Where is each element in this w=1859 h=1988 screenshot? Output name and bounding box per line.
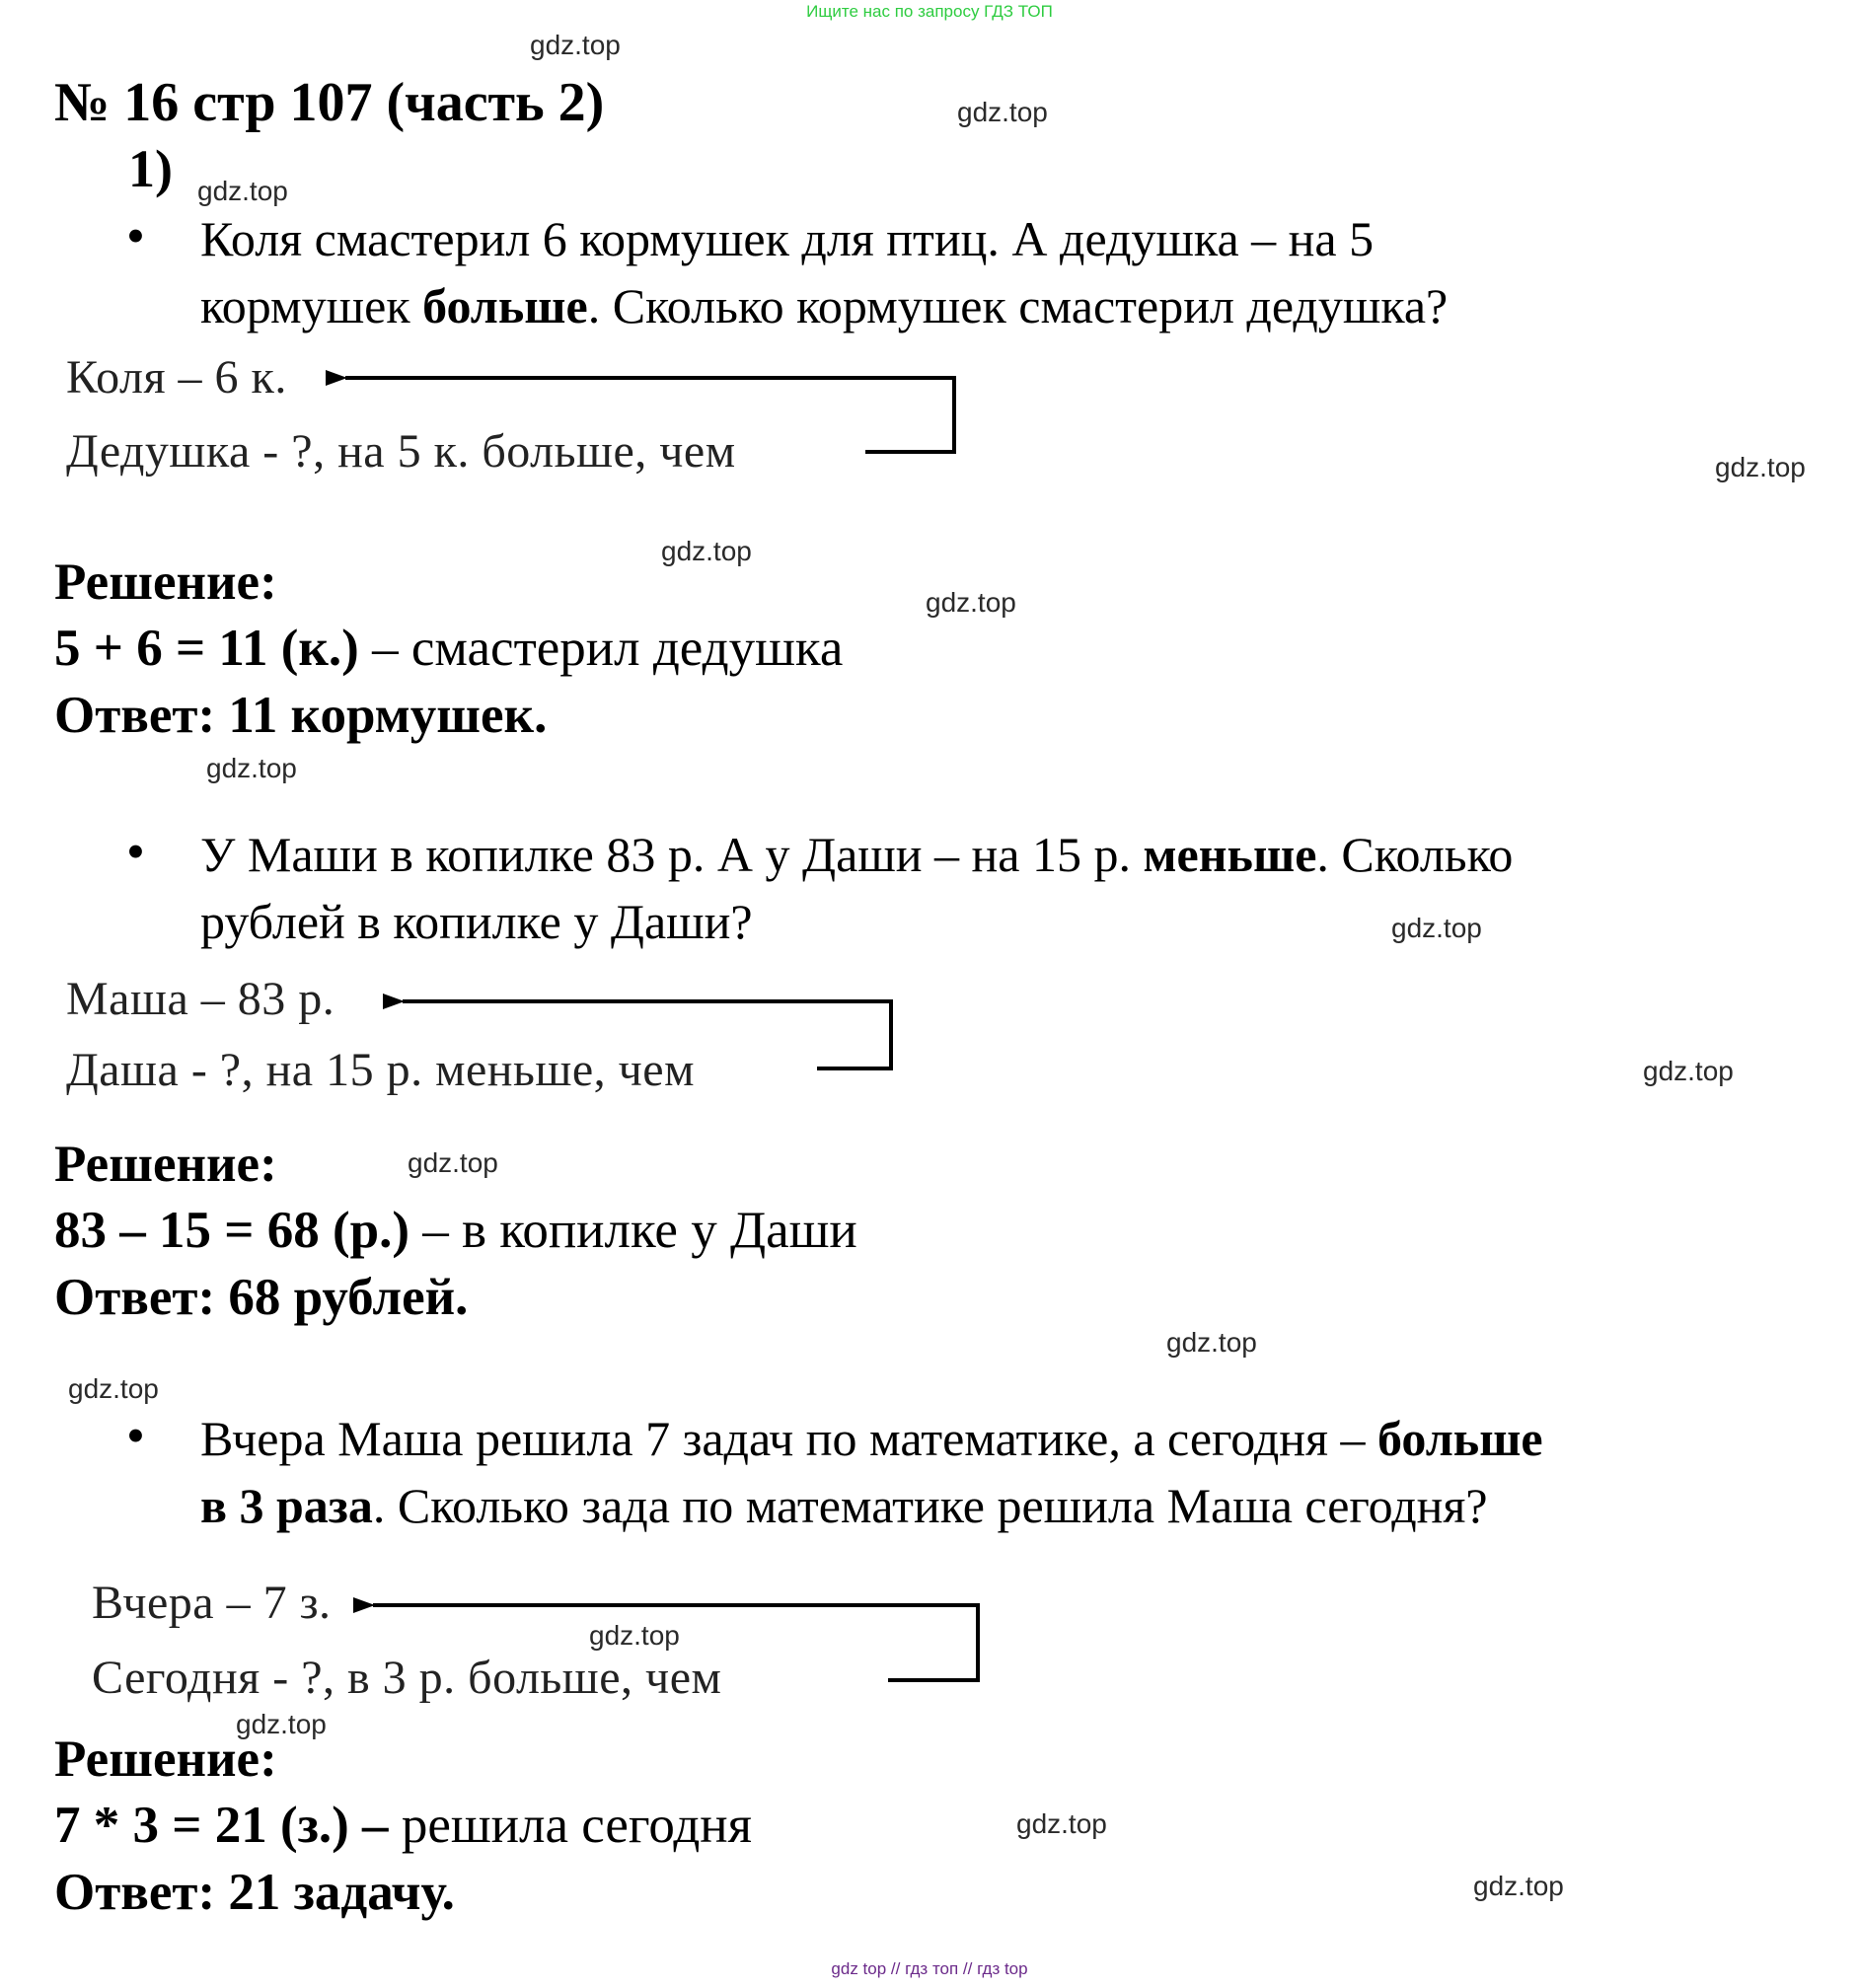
answer-2: Ответ: 68 рублей.	[54, 1269, 469, 1326]
watermark: gdz.top	[661, 536, 752, 566]
watermark: gdz.top	[589, 1620, 680, 1651]
watermark: gdz.top	[236, 1709, 327, 1739]
footer-links[interactable]: gdz top // гдз топ // гдз top	[831, 1959, 1028, 1978]
watermark: gdz.top	[206, 753, 297, 783]
watermark: gdz.top	[1643, 1056, 1734, 1086]
watermark: gdz.top	[530, 30, 621, 60]
watermark: gdz.top	[1715, 452, 1806, 482]
equation-1: 5 + 6 = 11 (к.) – смастерил дедушка	[54, 620, 844, 677]
bullet-icon: •	[126, 206, 145, 265]
part-number: 1)	[128, 139, 173, 198]
answer-3: Ответ: 21 задачу.	[54, 1864, 455, 1921]
task-3-text: Вчера Маша решила 7 задач по математике, а сегодня – больше в 3 раза. Сколько зада по математике решила Маша сегодня?	[200, 1411, 1543, 1533]
scheme-2-bottom: Даша - ?, на 15 р. меньше, чем	[66, 1044, 695, 1096]
bullet-icon: •	[126, 1406, 145, 1465]
equation-3: 7 * 3 = 21 (з.) – решила сегодня	[54, 1797, 753, 1854]
solution-label-1: Решение:	[54, 553, 277, 611]
scheme-1-bottom: Дедушка - ?, на 5 к. больше, чем	[66, 425, 736, 478]
equation-2: 83 – 15 = 68 (р.) – в копилке у Даши	[54, 1202, 857, 1259]
watermark: gdz.top	[68, 1373, 159, 1404]
watermark: gdz.top	[1166, 1327, 1257, 1358]
watermark: gdz.top	[197, 176, 288, 206]
watermark: gdz.top	[1473, 1871, 1564, 1901]
scheme-1-top: Коля – 6 к.	[66, 351, 287, 404]
solution-label-3: Решение:	[54, 1730, 277, 1788]
watermark: gdz.top	[1016, 1808, 1107, 1839]
scheme-3-bottom: Сегодня - ?, в 3 р. больше, чем	[92, 1652, 722, 1704]
solution-label-2: Решение:	[54, 1136, 277, 1193]
task-2-text: У Маши в копилке 83 р. А у Даши – на 15 р. меньше. Сколько рублей в копилке у Даши?	[200, 827, 1514, 949]
scheme-3-top: Вчера – 7 з.	[92, 1577, 332, 1629]
search-note: Ищите нас по запросу ГДЗ ТОП	[806, 2, 1053, 21]
watermark: gdz.top	[408, 1147, 498, 1178]
watermark: gdz.top	[1391, 913, 1482, 943]
answer-1: Ответ: 11 кормушек.	[54, 687, 548, 744]
bullet-icon: •	[126, 822, 145, 881]
page-title: № 16 стр 107 (часть 2)	[54, 72, 605, 133]
task-1-text: Коля смастерил 6 кормушек для птиц. А дедушка – на 5 кормушек больше. Сколько кормушек смастерил дедушка?	[200, 211, 1449, 333]
watermark: gdz.top	[957, 97, 1048, 127]
scheme-2-top: Маша – 83 р.	[66, 973, 335, 1025]
watermark: gdz.top	[926, 587, 1016, 618]
